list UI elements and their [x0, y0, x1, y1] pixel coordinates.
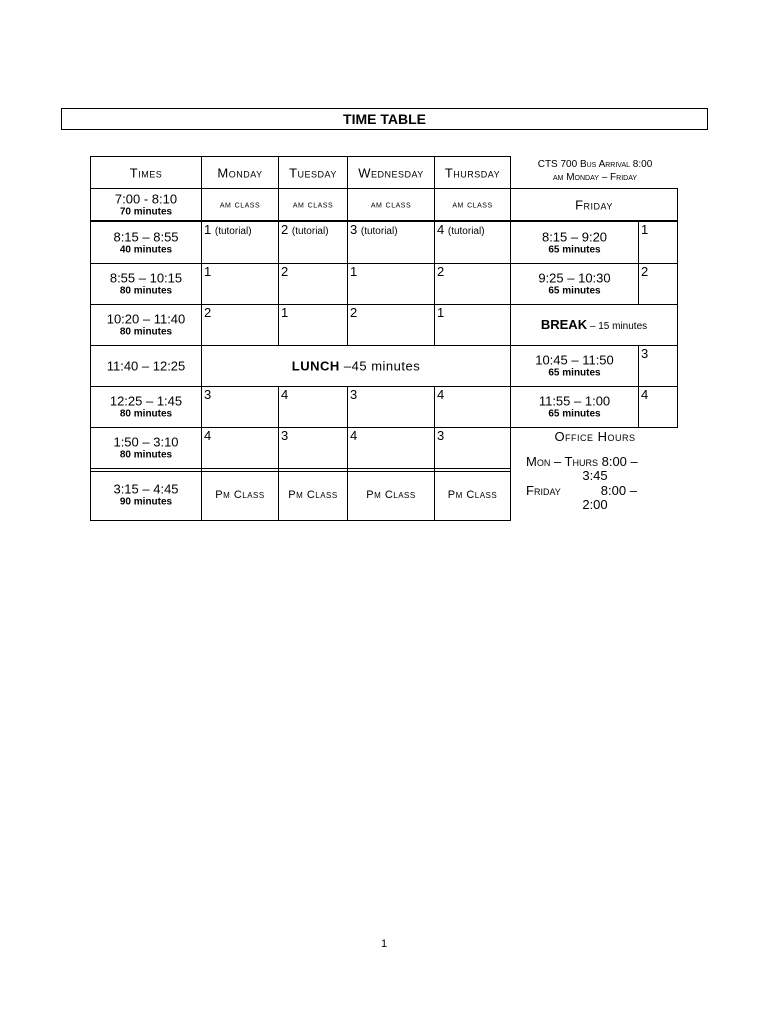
class-cell: 1 (tutorial): [201, 221, 279, 264]
class-cell: 4: [347, 427, 435, 469]
friday-time-cell: 11:55 – 1:00 65 minutes: [510, 386, 639, 428]
class-cell: 3: [347, 386, 435, 428]
header-friday: Friday: [510, 188, 678, 222]
class-cell: 1: [434, 304, 511, 346]
am-class-monday: am class: [201, 188, 279, 222]
class-cell: 2: [434, 263, 511, 305]
class-cell: 2: [347, 304, 435, 346]
lunch-cell: LUNCH –45 minutes: [201, 345, 511, 387]
header-wednesday: Wednesday: [347, 156, 435, 189]
bus-arrival-note: [512, 158, 678, 188]
friday-time-cell: 10:45 – 11:50 65 minutes: [510, 345, 639, 387]
office-hours-line2-cont: 2:00: [582, 497, 608, 512]
time-cell: 10:20 – 11:40 80 minutes: [90, 304, 202, 346]
class-cell: 4: [278, 386, 348, 428]
bus-note-line2: am Monday – Friday: [552, 172, 638, 183]
class-cell: 3 (tutorial): [347, 221, 435, 264]
office-hours-line1-cont: 3:45: [582, 468, 608, 483]
class-cell: 4: [434, 386, 511, 428]
class-cell: 2: [201, 304, 279, 346]
friday-time-cell: 8:15 – 9:20 65 minutes: [510, 221, 639, 264]
header-monday: Monday: [201, 156, 279, 189]
time-cell: 8:15 – 8:55 40 minutes: [90, 221, 202, 264]
class-cell: 3: [434, 427, 511, 469]
class-cell: 3: [278, 427, 348, 469]
pm-class-thursday: Pm Class: [434, 468, 511, 521]
page-number: 1: [380, 938, 388, 950]
class-cell: 4: [201, 427, 279, 469]
class-cell: 2 (tutorial): [278, 221, 348, 264]
friday-class-cell: 1: [638, 221, 678, 264]
am-class-wednesday: am class: [347, 188, 435, 222]
class-cell: 1: [347, 263, 435, 305]
friday-time-cell: 9:25 – 10:30 65 minutes: [510, 263, 639, 305]
break-cell: BREAK – 15 minutes: [510, 304, 678, 346]
time-cell: 3:15 – 4:45 90 minutes: [90, 468, 202, 521]
header-tuesday: Tuesday: [278, 156, 348, 189]
class-cell: 3: [201, 386, 279, 428]
page-title: TIME TABLE: [61, 108, 708, 130]
time-cell: 11:40 – 12:25: [90, 345, 202, 387]
pm-class-wednesday: Pm Class: [347, 468, 435, 521]
friday-class-cell: 3: [638, 345, 678, 387]
class-cell: 2: [278, 263, 348, 305]
pm-class-monday: Pm Class: [201, 468, 279, 521]
friday-class-cell: 4: [638, 386, 678, 428]
time-cell: 12:25 – 1:45 80 minutes: [90, 386, 202, 428]
office-hours: [512, 429, 678, 521]
am-class-thursday: am class: [434, 188, 511, 222]
class-cell: 4 (tutorial): [434, 221, 511, 264]
class-cell: 1: [201, 263, 279, 305]
time-cell: 1:50 – 3:10 80 minutes: [90, 427, 202, 469]
office-hours-line2: Friday 8:00 –: [526, 483, 637, 498]
pm-class-tuesday: Pm Class: [278, 468, 348, 521]
time-cell: 7:00 - 8:10 70 minutes: [90, 188, 202, 222]
office-hours-title: Office Hours: [554, 429, 636, 444]
friday-class-cell: 2: [638, 263, 678, 305]
class-cell: 1: [278, 304, 348, 346]
header-times: Times: [90, 156, 202, 189]
header-thursday: Thursday: [434, 156, 511, 189]
bus-note-line1: CTS 700 Bus Arrival 8:00: [537, 159, 653, 170]
office-hours-line1: Mon – Thurs 8:00 –: [526, 454, 638, 469]
am-class-tuesday: am class: [278, 188, 348, 222]
time-cell: 8:55 – 10:15 80 minutes: [90, 263, 202, 305]
